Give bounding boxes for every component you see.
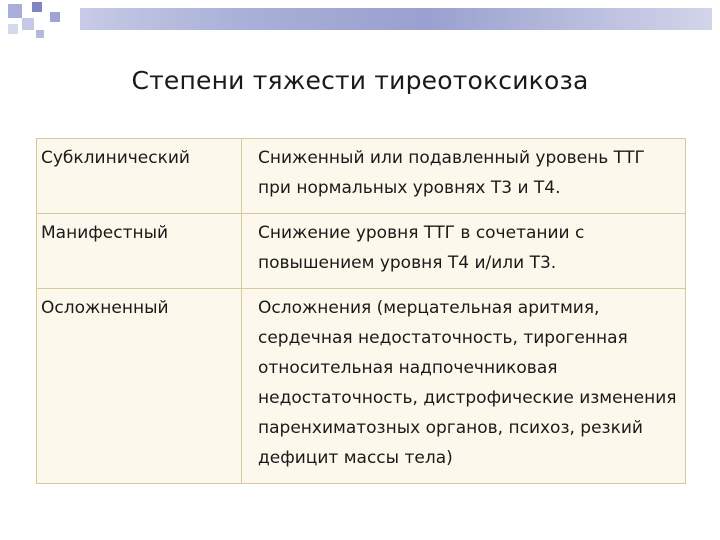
description-cell (242, 289, 686, 484)
description-cell (242, 214, 686, 289)
table-row (37, 289, 686, 484)
grade-cell: Осложненный (37, 289, 242, 484)
decorative-square (22, 18, 34, 30)
description-text: Сниженный или подавленный уровень ТТГ при нормальных уровнях Т3 и Т4. (258, 148, 645, 198)
decorative-square (36, 30, 44, 38)
decorative-square (50, 12, 60, 22)
slide-title: Степени тяжести тиреотоксикоза (131, 66, 589, 95)
description-text: Осложнения (мерцательная аритмия, сердечная недостаточность, тирогенная относительная надпочечниковая недостаточность, дистрофические изменения паренхиматозных органов, психоз, резкий дефицит массы тела) (258, 298, 677, 468)
table-row (37, 214, 686, 289)
severity-table (36, 138, 686, 484)
description-text: Снижение уровня ТТГ в сочетании с повышением уровня Т4 и/или Т3. (258, 223, 585, 273)
decorative-square (8, 24, 18, 34)
decorative-square (8, 4, 22, 18)
grade-cell: Субклинический (37, 139, 242, 214)
description-cell (242, 139, 686, 214)
header-band (80, 8, 712, 30)
table-row (37, 139, 686, 214)
grade-cell: Манифестный (37, 214, 242, 289)
decorative-square (32, 2, 42, 12)
